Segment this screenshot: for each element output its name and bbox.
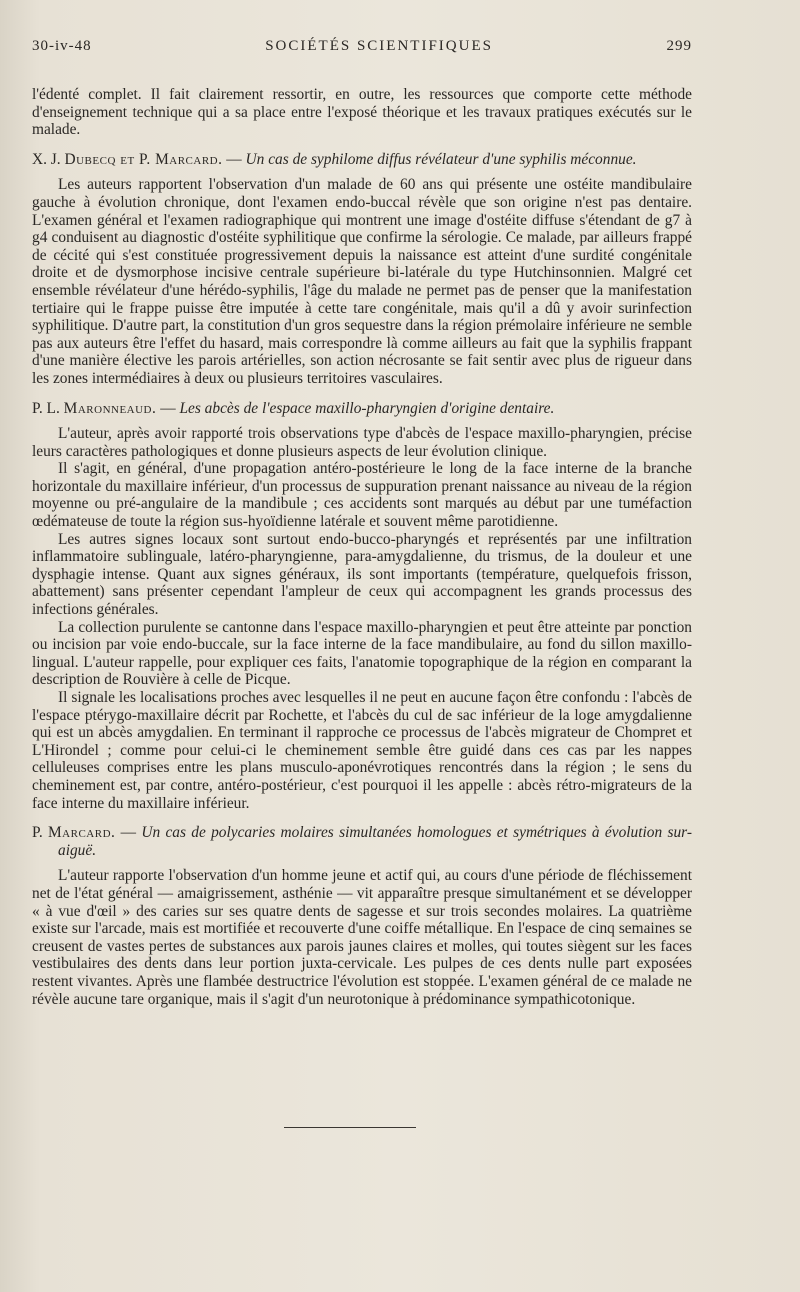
entry-title: Les abcès de l'espace maxillo-pharyngien d'origine dentaire. bbox=[179, 399, 555, 417]
entry-paragraph: Il s'agit, en général, d'une propagation antéro-postérieure le long de la face interne de la branche horizontale du maxillaire inférieur, d'un processus de suppuration prenant naissance au niveau de la région moyenne ou pré-angulaire de la mandibule ; ces accidents sont marqués au début par une tuméfaction œdémateuse de toute la région sus-hyoïdienne latérale et souvent même parotidienne. bbox=[32, 460, 692, 531]
section-end-rule bbox=[284, 1127, 416, 1128]
entry-authors: Dubecq et P. Marcard. bbox=[64, 150, 223, 168]
entry-heading-1 bbox=[32, 151, 692, 169]
entry-authors: Maronneaud. bbox=[63, 399, 157, 417]
entry-paragraph: L'auteur rapporte l'observation d'un homme jeune et actif qui, au cours d'une période de fléchissement net de l'état général — amaigrissement, asthénie — vit apparaître presque simultanément et se développer « à vue d'œil » des caries sur ses quatre dents de sagesse et sur trois secondes molaires. La quatrième existe sur l'arcade, mais est mortifiée et recouverte d'une coiffe métallique. En l'espace de cinq semaines se creusent de vastes pertes de substances aux parois jaunes claires et molles, qui toutes siègent sur les faces vestibulaires des dents dans leur portion juxta-cervicale. Les pulpes de ces dents nulle part exposées restent vivantes. Après une flambée destructrice l'évolution est stoppée. L'examen général de ce malade ne révèle aucune tare organique, mais il s'agit d'un neurotonique à prédominance sympathicotonique. bbox=[32, 867, 692, 1008]
entry-paragraph: Il signale les localisations proches avec lesquelles il ne peut en aucune façon être confondu : l'abcès de l'espace ptérygo-maxillaire décrit par Rochette, et l'abcès du cul de sac inférieur de la loge amygdalienne qui est un abcès amygdalien. En terminant il rapproche ce processus de l'abcès migrateur de Chompret et L'Hirondel ; comme pour celui-ci le cheminement semble être guidé dans ces cas par les nappes celluleuses comprises entre les plans musculo-aponévrotiques rencontrés dans la région ; le sens du cheminement est, par contre, antéro-postérieur, c'est pourquoi il les appelle : abcès rétro-migrateurs de la face interne du maxillaire inférieur. bbox=[32, 689, 692, 812]
page-number: 299 bbox=[666, 38, 692, 54]
entry-title: Un cas de polycaries molaires simultanées homologues et symétriques à évolution sur-aiguë. bbox=[58, 824, 692, 859]
entry-paragraph: La collection purulente se cantonne dans l'espace maxillo-pharyngien et peut être atteinte par ponction ou incision par voie endo-buccale, sur la face interne de la face mandibulaire, au fond du sillon maxillo-lingual. L'auteur rappelle, pour expliquer ces faits, l'anatomie topographique de la région en comparant la description de Rouvière à celle de Picque. bbox=[32, 618, 692, 689]
entry-dash: — bbox=[156, 399, 180, 417]
entry-dash: — bbox=[115, 824, 142, 842]
entry-prefix: P. L. bbox=[32, 399, 64, 417]
entry-paragraph: Les auteurs rapportent l'observation d'un malade de 60 ans qui présente une ostéite mandibulaire gauche à évolution chronique, dont l'examen endo-buccal révèle que son origine n'est pas dentaire. L'examen général et l'examen radiographique qui montrent une image d'ostéite diffuse s'étendant de g7 à g4 conduisent au diagnostic d'ostéite syphilitique que confirme la sérologie. Ce malade, par ailleurs frappé de cécité qui s'est constituée progressivement depuis la naissance est atteint d'une surdité congénitale droite et de dysmorphose incisive centrale supérieure bi-latérale du type Hutchinsonnien. Malgré cet ensemble révélateur d'une hérédo-syphilis, l'âge du malade ne permet pas de penser que la manifestation tertiaire qui le frappe puisse être imputée à cette tare congénitale, mais qu'il a dû y avoir surinfection syphilitique. D'autre part, la constitution d'un gros sequestre dans la région prémolaire inférieure ne semble pas aux auteurs être l'effet du hasard, mais correspondre là comme ailleurs au fait que la syphilis frappant d'une manière élective les parois artérielles, son action nécrosante se fait sentir avec plus de rigueur dans les zones intermédiaires à deux ou plusieurs territoires vasculaires. bbox=[32, 176, 692, 387]
header-date: 30-iv-48 bbox=[32, 38, 92, 54]
entry-paragraph: L'auteur, après avoir rapporté trois observations type d'abcès de l'espace maxillo-pharyngien, précise leurs caractères pathologiques et donne plusieurs aspects de leur évolution clinique. bbox=[32, 425, 692, 460]
entry-heading-3 bbox=[32, 824, 692, 859]
page-body bbox=[32, 86, 692, 1008]
entry-prefix: P. bbox=[32, 824, 48, 842]
intro-paragraph: l'édenté complet. Il fait clairement ressortir, en outre, les ressources que comporte cette méthode d'enseignement technique qui a sa place entre l'exposé théorique et les travaux pratiques exécutés sur le malade. bbox=[32, 86, 692, 139]
running-header bbox=[32, 38, 692, 55]
entry-authors: Marcard. bbox=[48, 824, 116, 842]
header-section-title: SOCIÉTÉS SCIENTIFIQUES bbox=[265, 38, 493, 54]
entry-paragraph: Les autres signes locaux sont surtout endo-bucco-pharyngés et représentés par une infiltration inflammatoire sublinguale, latéro-pharyngienne, para-amygdalienne, du trismus, de la douleur et une dysphagie intense. Quant aux signes généraux, ils sont importants (température, quelquefois frisson, abattement) sans présenter cependant l'ampleur de ceux qui accompagnent les grands processus des infections générales. bbox=[32, 530, 692, 619]
entry-dash: — bbox=[222, 150, 246, 168]
entry-title: Un cas de syphilome diffus révélateur d'une syphilis méconnue. bbox=[245, 150, 637, 168]
entry-prefix: X. J. bbox=[32, 150, 65, 168]
entry-heading-2 bbox=[32, 400, 692, 418]
